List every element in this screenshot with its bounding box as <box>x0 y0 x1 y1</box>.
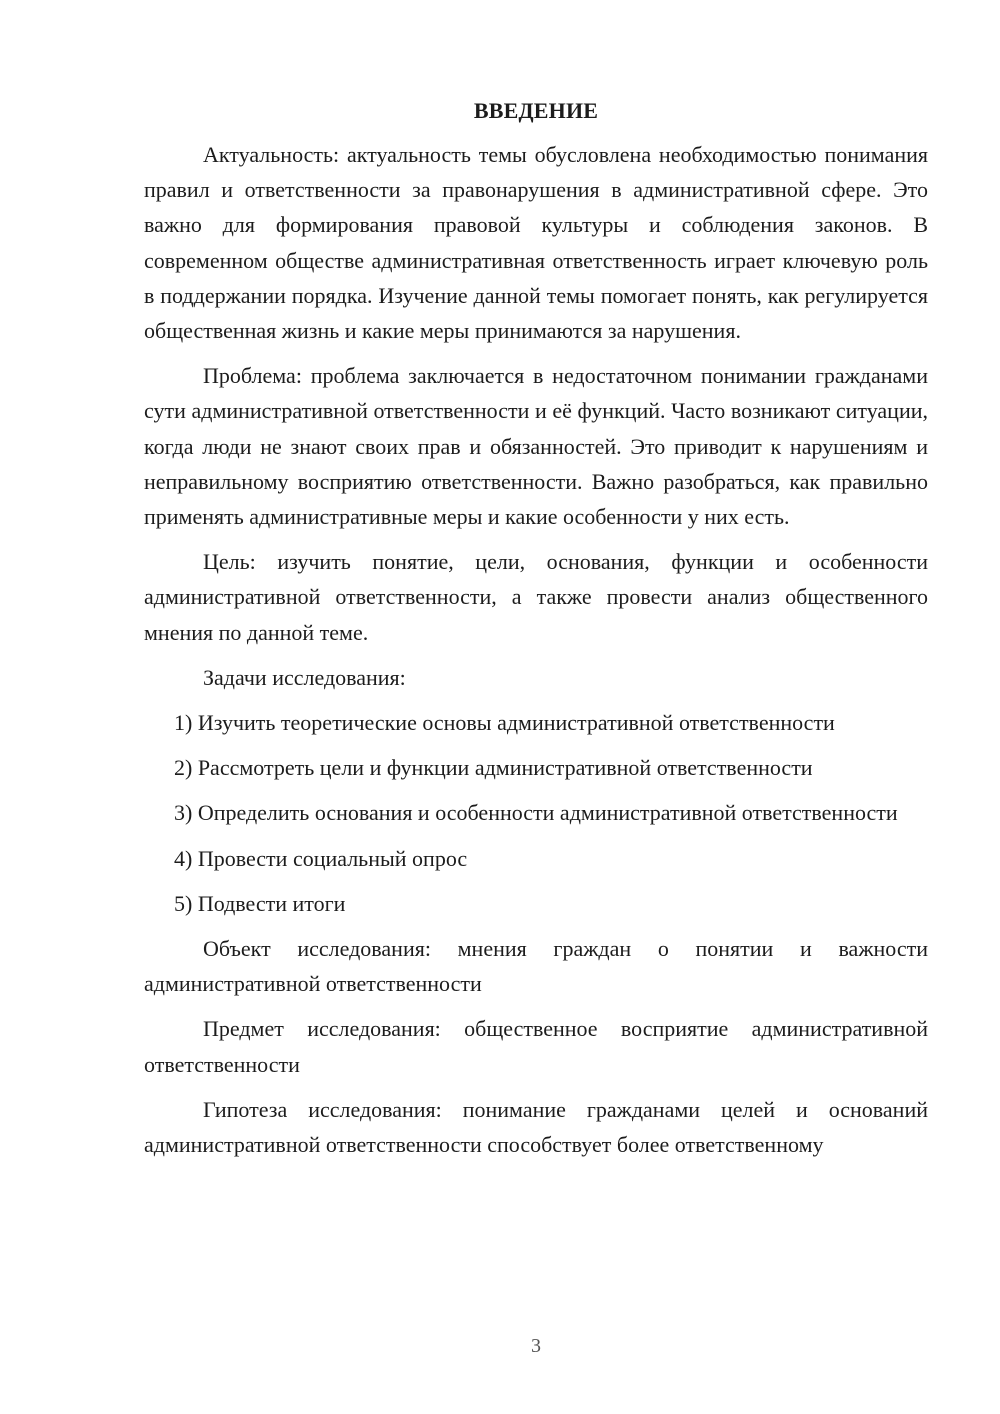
paragraph-subject: Предмет исследования: общественное восприятие административной ответственности <box>144 1016 928 1077</box>
paragraph-tasks-title: Задачи исследования: <box>203 664 406 690</box>
paragraph-problem: Проблема: проблема заключается в недостаточном понимании гражданами сути административной ответственности и её функций. Часто возникают ситуации, когда люди не знают своих прав и обязанностей. Это приводит к нарушениям и неправильному восприятию ответственности. Важно разобраться, как правильно применять административные меры и какие особенности у них есть. <box>144 363 928 530</box>
task-item-5: 5) Подвести итоги <box>174 890 346 916</box>
page-content <box>144 95 928 1172</box>
task-item-1: 1) Изучить теоретические основы административной ответственности <box>174 710 835 736</box>
paragraph-goal: Цель: изучить понятие, цели, основания, функции и особенности административной ответственности, а также провести анализ общественного мнения по данной теме. <box>144 549 928 645</box>
task-item-4: 4) Провести социальный опрос <box>174 845 468 871</box>
paragraph-object: Объект исследования: мнения граждан о понятии и важности административной ответственности <box>144 936 928 997</box>
task-item-2: 2) Рассмотреть цели и функции административной ответственности <box>174 755 813 781</box>
task-item-3: 3) Определить основания и особенности административной ответственности <box>174 800 898 826</box>
section-heading: ВВЕДЕНИЕ <box>473 98 599 123</box>
paragraph-hypothesis: Гипотеза исследования: понимание гражданами целей и оснований административной ответственности способствует более ответственному <box>144 1096 928 1158</box>
page-number: 3 <box>531 1335 541 1357</box>
paragraph-relevance: Актуальность: актуальность темы обусловлена необходимостью понимания правил и ответственности за правонарушения в административной сфере. Это важно для формирования правовой культуры и соблюдения законов. В современном обществе административная ответственность играет ключевую роль в поддержании порядка. Изучение данной темы помогает понять, как регулируется общественная жизнь и какие меры принимаются за нарушения. <box>144 142 928 344</box>
